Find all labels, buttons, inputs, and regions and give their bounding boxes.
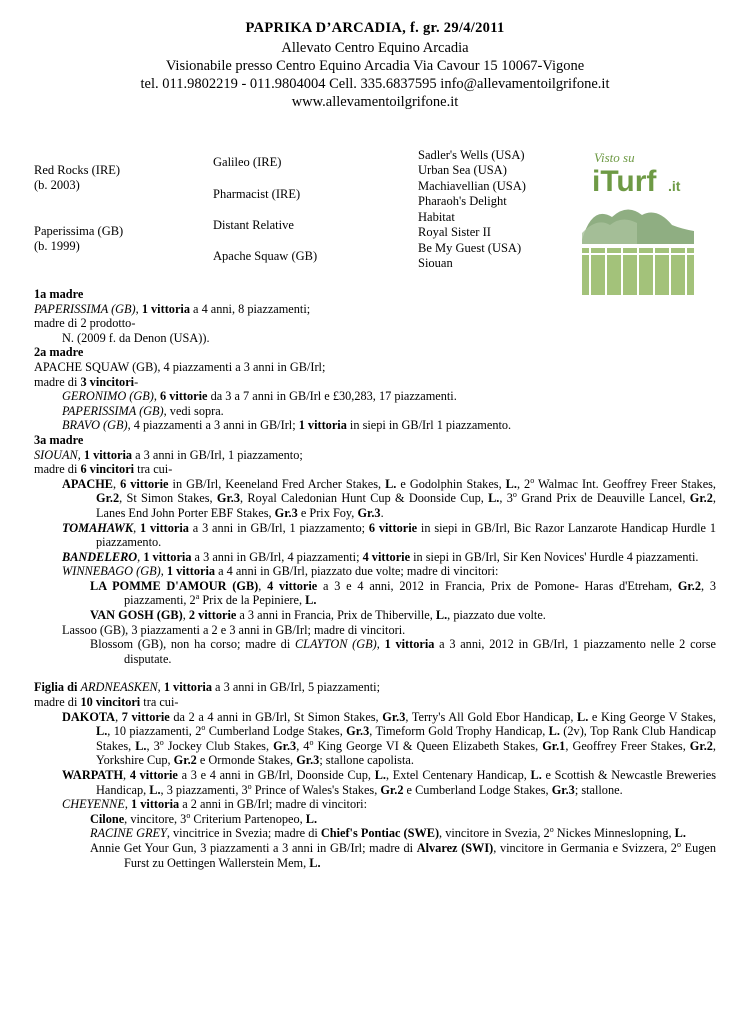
section-title-3a: 3a madre — [34, 432, 84, 447]
record-line: Annie Get Your Gun, 3 piazzamenti a 3 anni in GB/Irl; madre di Alvarez (SWI), vincitore in Germania e Svizzera, 2$^o$ Eugen Furst zu Oettingen Wallerstein Mem, L. — [90, 839, 717, 870]
section-title-1a: 1a madre — [34, 287, 84, 301]
gg2b: Pharaoh's Delight — [418, 193, 507, 208]
iturf-logo-graphic — [582, 145, 694, 295]
record-line: VAN GOSH (GB), 2 vittorie a 3 anni in Francia, Prix de Thiberville, L., piazzato due volte. — [90, 608, 546, 623]
record-line: BRAVO (GB), 4 piazzamenti a 3 anni in GB/Irl; 1 vittoria in siepi in GB/Irl 1 piazzamento. — [62, 418, 512, 433]
logo-visto-text: Visto su — [594, 150, 635, 165]
website-line: www.allevamentoilgrifone.it — [291, 94, 459, 110]
record-line: RACINE GREY, vincitrice in Svezia; madre di Chief's Pontiac (SWE), vincitore in Svezia, 2$^o$ Nickes Minneslopning, L. — [90, 825, 686, 841]
dam-name: Paperissima (GB) — [34, 224, 124, 238]
record-line: LA POMME D'AMOUR (GB), 4 vittorie a 3 e 4 anni, 2012 in Francia, Prix de Pomone- Haras d'Etreham, Gr.2, 3 piazzamenti, 2$^a$ Prix de la Pepiniere, L. — [90, 578, 716, 608]
gg1a: Sadler's Wells (USA) — [418, 148, 525, 162]
breeder-line: Allevato Centro Equino Arcadia — [281, 40, 469, 56]
record-line: GERONIMO (GB), 6 vittorie da 3 a 7 anni in GB/Irl e £30,283, 17 piazzamenti. — [62, 389, 457, 404]
pedigree-g3: Distant Relative — [213, 218, 294, 232]
record-line: Cilone, vincitore, 3$^o$ Criterium Partenopeo, L. — [90, 810, 318, 826]
record-line: TOMAHAWK, 1 vittoria a 3 anni in GB/Irl, 1 piazzamento; 6 vittorie in siepi in GB/Irl, Bic Razor Lanzarote Handicap Hurdle 1 piazzamento. — [62, 520, 716, 550]
gg1b: Urban Sea (USA) — [418, 162, 507, 177]
pedigree-gg4 — [418, 241, 521, 270]
figlia-line: Figlia di ARDNEASKEN, 1 vittoria a 3 anni in GB/Irl, 5 piazzamenti; — [34, 680, 380, 695]
record-line: madre di 3 vincitori- — [34, 374, 139, 389]
record-line: WARPATH, 4 vittorie a 3 e 4 anni in GB/Irl, Doonside Cup, L., Extel Centenary Handicap, L. e Scottish & Newcastle Breweries Handicap, L., 3 piazzamenti, 3$^o$ Prince of Wales's Stakes, Gr.2 e Cumberland Lodge Stakes, Gr.3; stallone. — [62, 768, 717, 797]
contact-line: tel. 011.9802219 - 011.9804004 Cell. 335.6837595 info@allevamentoilgrifone.it — [140, 76, 610, 92]
record-line: SIOUAN, 1 vittoria a 3 anni in GB/Irl, 1 piazzamento; — [34, 447, 303, 462]
logo-brand-text: iTurf — [592, 165, 657, 198]
pedigree-gg2 — [418, 179, 526, 208]
dam-year: (b. 1999) — [34, 238, 80, 253]
pedigree-sire — [34, 163, 120, 192]
pedigree-g1: Galileo (IRE) — [213, 155, 282, 169]
gg3b: Royal Sister II — [418, 224, 491, 239]
logo-suffix-text: .it — [668, 178, 681, 194]
gg4b: Siouan — [418, 255, 453, 270]
record-line: BANDELERO, 1 vittoria a 3 anni in GB/Irl, 4 piazzamenti; 4 vittorie in siepi in GB/Irl, Sir Ken Novices' Hurdle 4 piazzamenti. — [62, 549, 699, 564]
record-line: WINNEBAGO (GB), 1 vittoria a 4 anni in GB/Irl, piazzato due volte; madre di vincitori: — [62, 564, 499, 579]
record-line: Blossom (GB), non ha corso; madre di CLAYTON (GB), 1 vittoria a 3 anni, 2012 in GB/Irl, 1 piazzamento nelle 2 corse disputate. — [90, 637, 717, 666]
section-title-2a: 2a madre — [34, 345, 84, 360]
record-line: APACHE SQUAW (GB), 4 piazzamenti a 3 anni in GB/Irl; — [34, 359, 326, 374]
gg3a: Habitat — [418, 210, 455, 224]
sire-name: Red Rocks (IRE) — [34, 163, 121, 177]
pedigree-gg3 — [418, 210, 491, 239]
record-line: APACHE, 6 vittorie in GB/Irl, Keeneland Fred Archer Stakes, L. e Godolphin Stakes, L., 2$^o$ Walmac Int. Geoffrey Freer Stakes, Gr.2, St Simon Stakes, Gr.3, Royal Caledonian Hunt Cup & Doonside Cup, L., 3$^o$ Grand Prix de Deauville Lancel, Gr.2, Lanes End John Porter EBF Stakes, Gr.3 e Prix Foy, Gr.3. — [62, 475, 717, 520]
record-line: PAPERISSIMA (GB), vedi sopra. — [62, 403, 224, 418]
pedigree-dam — [34, 224, 123, 253]
produce-record — [34, 287, 716, 870]
pedigree-gg1 — [418, 148, 525, 177]
record-line: madre di 10 vincitori tra cui- — [34, 695, 179, 710]
record-line: madre di 6 vincitori tra cui- — [34, 462, 173, 477]
record-line: Lassoo (GB), 3 piazzamenti a 2 e 3 anni in GB/Irl; madre di vincitori. — [62, 622, 406, 637]
location-line: Visionabile presso Centro Equino Arcadia Via Cavour 15 10067-Vigone — [165, 58, 585, 74]
record-line: PAPERISSIMA (GB), 1 vittoria a 4 anni, 8 piazzamenti; — [34, 301, 311, 316]
record-line: CHEYENNE, 1 vittoria a 2 anni in GB/Irl; madre di vincitori: — [62, 797, 368, 812]
record-line: N. (2009 f. da Denon (USA)). — [62, 330, 210, 345]
gg4a: Be My Guest (USA) — [418, 241, 522, 255]
iturf-logo[interactable] — [582, 145, 694, 295]
record-line: DAKOTA, 7 vittorie da 2 a 4 anni in GB/Irl, St Simon Stakes, Gr.3, Terry's All Gold Ebor Handicap, L. e King George V Stakes, L., 10 piazzamenti, 2$^o$ Cumberland Lodge Stakes, Gr.3, Timeform Gold Trophy Handicap, L. (2v), Top Rank Club Handicap Stakes, L., 3$^o$ Jockey Club Stakes, Gr.3, 4$^o$ King George VI & Queen Elizabeth Stakes, Gr.1, Geoffrey Freer Stakes, Gr.2, Yorkshire Cup, Gr.2 e Ormonde Stakes, Gr.3; stallone capolista. — [62, 709, 717, 768]
page-title: PAPRIKA D’ARCADIA, f. gr. 29/4/2011 — [245, 20, 505, 36]
pedigree-g2: Pharmacist (IRE) — [213, 187, 301, 201]
record-line: madre di 2 prodotto- — [34, 316, 136, 331]
gg2a: Machiavellian (USA) — [418, 179, 526, 193]
sire-year: (b. 2003) — [34, 177, 80, 192]
pedigree-g4: Apache Squaw (GB) — [213, 249, 318, 263]
